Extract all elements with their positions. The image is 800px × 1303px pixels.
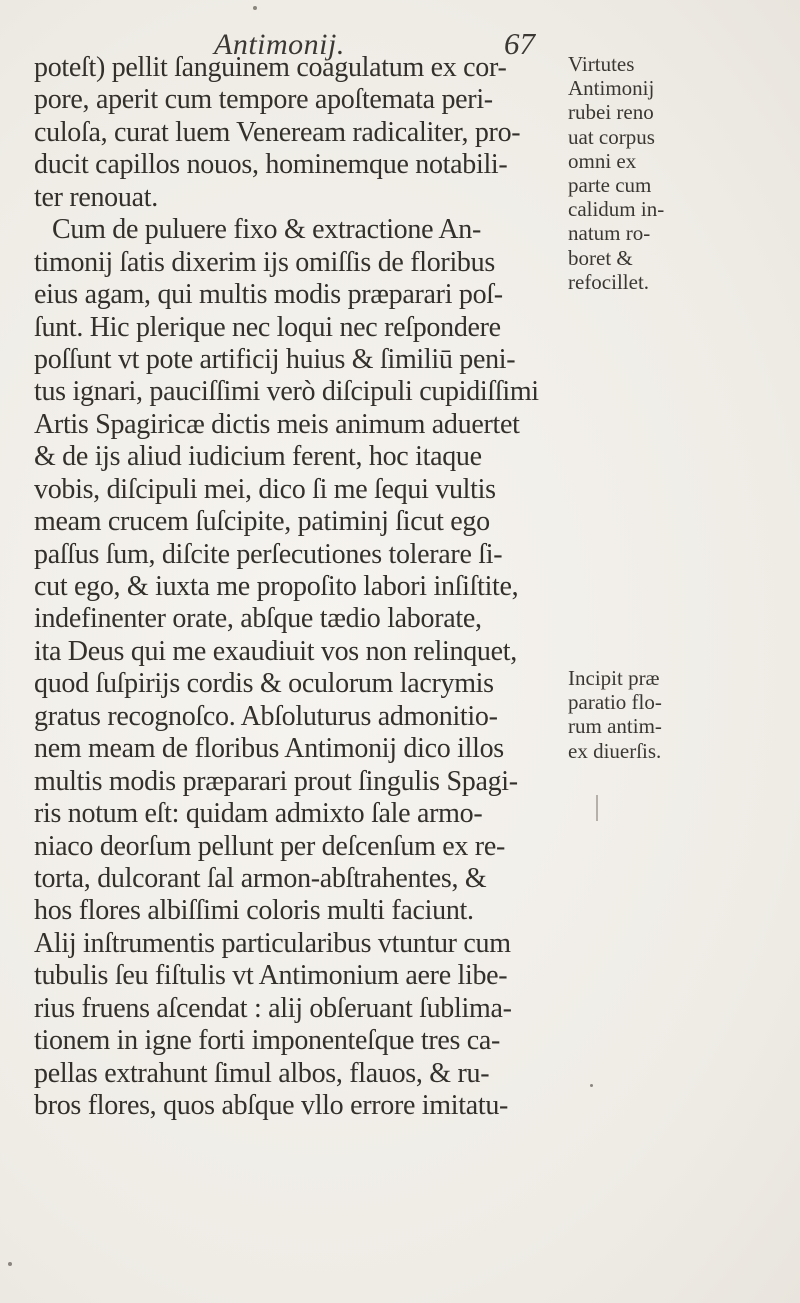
margin-note-line: uat corpus: [568, 124, 655, 149]
text-line: Alij inſtrumentis particularibus vtuntur cum: [34, 927, 511, 959]
text-line: & de ijs aliud iudicium ferent, hoc itaque: [34, 441, 482, 473]
paper-speck: [590, 1084, 593, 1087]
text-line: nem meam de floribus Antimonij dico illos: [34, 733, 504, 765]
text-line: vobis, diſcipuli mei, dico ſi me ſequi vultis: [34, 473, 496, 505]
page-number: 67: [504, 26, 535, 61]
margin-note-line: omni ex: [568, 148, 637, 173]
text-line: paſſus ſum, diſcite perſecutiones tolerare ſi-: [34, 538, 503, 570]
text-line: torta, dulcorant ſal armon-abſtrahentes, &: [34, 862, 487, 894]
text-line: poteſt) pellit ſanguinem coagulatum ex cor-: [34, 52, 507, 83]
text-line: ter renouat.: [34, 181, 158, 213]
text-line: indefinenter orate, abſque tædio laborate,: [34, 603, 482, 635]
paper-speck: [253, 6, 257, 10]
text-line: rius fruens aſcendat : alij obſeruant ſublima-: [34, 992, 512, 1024]
text-line: bros flores, quos abſque vllo errore imitatu-: [34, 1090, 509, 1121]
stray-ink-mark: [596, 795, 598, 821]
margin-note-line: Antimonij: [568, 76, 655, 101]
text-line: ſunt. Hic plerique nec loqui nec reſpondere: [34, 311, 501, 343]
text-line: Cum de puluere fixo & extractione An-: [52, 214, 481, 246]
text-line: multis modis præparari prout ſingulis Spagi-: [34, 765, 518, 797]
running-head: Antimonij.: [214, 28, 345, 61]
main-text-block: [34, 52, 574, 1122]
text-line: eius agam, qui multis modis præparari poſ-: [34, 279, 503, 311]
text-line: poſſunt vt pote artificij huius & ſimiliū peni-: [34, 343, 516, 375]
text-line: ita Deus qui me exaudiuit vos non relinquet,: [34, 635, 517, 667]
margin-note-line: parte cum: [568, 172, 652, 197]
paper-speck: [8, 1262, 12, 1266]
text-line: timonij ſatis dixerim ijs omiſſis de floribus: [34, 246, 495, 278]
margin-note-virtutes: [568, 52, 788, 294]
margin-note-line: refocillet.: [568, 269, 650, 294]
text-line: pellas extrahunt ſimul albos, flauos, & ru-: [34, 1057, 490, 1089]
text-line: Artis Spagiricæ dictis meis animum aduertet: [34, 408, 520, 440]
text-line: quod ſuſpirijs cordis & oculorum lacrymis: [34, 668, 494, 700]
margin-note-line: boret &: [568, 245, 633, 270]
text-line: ducit capillos nouos, hominemque notabili-: [34, 149, 508, 181]
margin-note-line: rum antim-: [568, 714, 662, 739]
text-line: meam crucem ſuſcipite, patiminj ſicut ego: [34, 506, 490, 538]
margin-note-line: natum ro-: [568, 221, 651, 246]
text-line: pore, aperit cum tempore apoſtemata peri-: [34, 84, 493, 116]
margin-note-line: paratio flo-: [568, 690, 662, 715]
margin-note-line: rubei reno: [568, 100, 654, 125]
text-line: tus ignari, pauciſſimi verò diſcipuli cupidiſſimi: [34, 376, 539, 408]
text-line: hos flores albiſſimi coloris multi faciunt.: [34, 895, 474, 927]
margin-note-line: calidum in-: [568, 197, 665, 222]
margin-note-line: Incipit præ: [568, 666, 660, 690]
margin-note-line: Virtutes: [568, 52, 635, 76]
text-line: tionem in igne forti imponenteſque tres ca-: [34, 1025, 501, 1057]
margin-note-incipit: [568, 666, 788, 763]
text-line: gratus recognoſco. Abſoluturus admonitio-: [34, 700, 498, 732]
margin-note-line: ex diuerſis.: [568, 738, 662, 763]
text-line: culoſa, curat luem Veneream radicaliter, pro-: [34, 116, 521, 148]
text-line: niaco deorſum pellunt per deſcenſum ex re-: [34, 830, 505, 862]
text-line: ris notum eſt: quidam admixto ſale armo-: [34, 798, 483, 830]
text-line: cut ego, & iuxta me propoſito labori inſiſtite,: [34, 571, 519, 602]
text-line: tubulis ſeu fiſtulis vt Antimonium aere libe-: [34, 960, 508, 992]
